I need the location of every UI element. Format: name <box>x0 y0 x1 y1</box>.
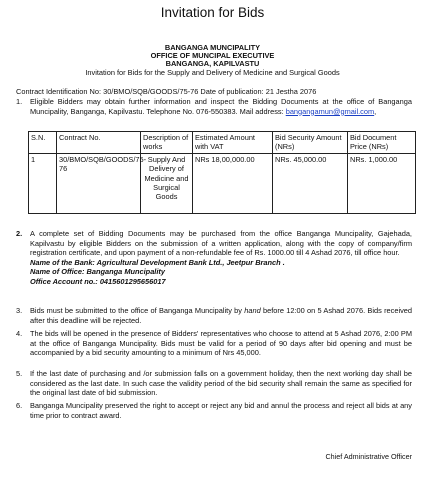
table-cell-bid-security: NRs. 45,000.00 <box>273 153 348 213</box>
column-header: Description of works <box>141 132 193 154</box>
account-label: Office Account no.: <box>30 276 98 286</box>
document-subtitle: Invitation for Bids for the Supply and Delivery of Medicine and Surgical Goods <box>85 68 340 77</box>
paragraph-4 <box>16 329 412 358</box>
paragraph-2 <box>16 229 412 287</box>
table-row <box>29 153 416 213</box>
paragraph-text-cont: before 12:00 on 5 Ashad 2076. Bids received after this deadline will be rejected. <box>30 306 413 325</box>
document-title: Invitation for Bids <box>160 5 265 20</box>
bank-label: Name of the Bank: <box>30 257 95 267</box>
paragraph-3 <box>16 306 412 325</box>
paragraph-text: Bids must be submitted to the office of Banganga Muncipality by <box>30 306 242 315</box>
paragraph-6 <box>16 401 412 420</box>
paragraph-number: 3. <box>16 306 23 315</box>
email-link[interactable]: bangangamun@gmail.com <box>285 106 375 116</box>
column-header: Contract No. <box>57 132 141 154</box>
table-cell-estimated-amount: NRs 18,00,000.00 <box>193 153 273 213</box>
office-name-line <box>30 267 412 277</box>
paragraph-text: Banganga Muncipality preserved the right to accept or reject any bid and annul the process and reject all bids at any time prior to contract award. <box>30 401 412 420</box>
paragraph-5 <box>16 369 412 398</box>
office-label: Name of Office: <box>30 267 85 277</box>
paragraph-1 <box>16 97 412 116</box>
table-cell-contract-no: 30/BMO/SQB/GOODS/75-76 <box>57 153 141 213</box>
table-cell-description: Supply And Delivery of Medicine and Surgical Goods <box>141 153 193 213</box>
column-header: Bid Document Price (NRs) <box>348 132 416 154</box>
paragraph-text: A complete set of Bidding Documents may be purchased from the office Banganga Muncipality, Gajehada, Kapilvastu by eligible Bidders on the submission of a written application, along with the copy of company/firm registration certificate, and upon payment of a non-refundable fee of Rs. 1000.00 till 4 Ashad 2076, till office hour. <box>30 229 412 258</box>
paragraph-number: 4. <box>16 329 23 338</box>
paragraph-text: The bids will be opened in the presence of Bidders' representatives who choose to attend at 5 Ashad 2076, 2:00 PM at the office of Banganga Muncipality. Bids must be valid for a period of 90 days after bid opening and must be accompanied by a bid security amounting to a minimum of Nrs 45,000. <box>30 329 412 358</box>
column-header: Bid Security Amount (NRs) <box>273 132 348 154</box>
header-address: BANGANGA, KAPILVASTU <box>165 59 260 68</box>
table-cell-document-price: NRs. 1,000.00 <box>348 153 416 213</box>
bank-value: Agricultural Development Bank Ltd., Jeetpur Branch . <box>96 257 285 267</box>
bank-name-line <box>30 258 412 268</box>
paragraph-number: 1. <box>16 97 23 106</box>
paragraph-number: 2. <box>16 229 23 238</box>
header-office: OFFICE OF MUNCIPAL EXECUTIVE <box>150 51 275 60</box>
column-header: Estimated Amount with VAT <box>193 132 273 154</box>
paragraph-number: 6. <box>16 401 23 410</box>
column-header: S.N. <box>29 132 57 154</box>
email-tail: , <box>374 106 377 116</box>
account-line <box>30 277 412 287</box>
account-value: 0415601295656017 <box>99 276 166 286</box>
table-header-row <box>29 132 416 154</box>
signature-title: Chief Administrative Officer <box>325 452 412 461</box>
paragraph-text: Eligible Bidders may obtain further information and inspect the Bidding Documents at the office of Banganga Muncipality, Banganga, Kapilvastu. Telephone No. 076-550383. Mail address: <box>30 97 412 116</box>
header-municipality: BANGANGA MUNCIPALITY <box>164 43 261 52</box>
contract-identification: Contract Identification No: 30/BMO/SQB/GOODS/75-76 Date of publication: 21 Jestha 2076 <box>16 87 317 96</box>
bid-table <box>28 131 416 214</box>
paragraph-number: 5. <box>16 369 23 378</box>
paragraph-text: If the last date of purchasing and /or submission falls on a government holiday, then the next working day shall be considered as the last date. In such case the validity period of the bid security shall remain the same as specified for the original last date of bid submission. <box>30 369 412 398</box>
office-value: Banganga Muncipality <box>86 267 165 277</box>
table-cell-sn: 1 <box>29 153 57 213</box>
paragraph-emphasis: hand <box>244 306 261 315</box>
